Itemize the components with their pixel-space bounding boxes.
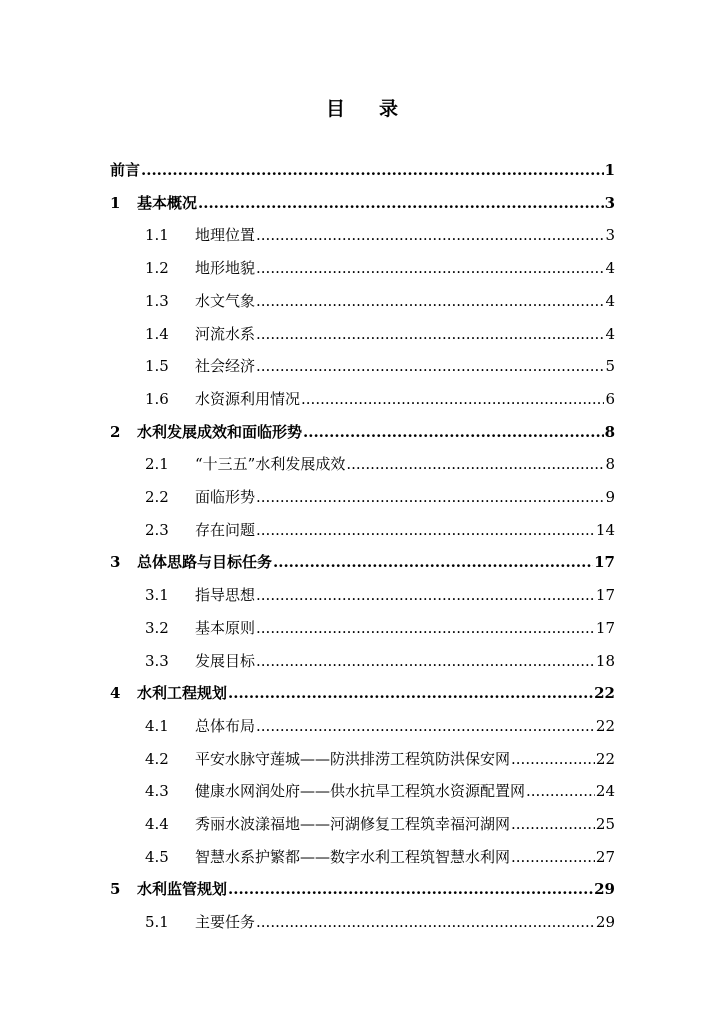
toc-entry-title: 地理位置: [195, 226, 256, 245]
toc-entry-title: 面临形势: [195, 488, 256, 506]
toc-entry-title: 主要任务: [195, 913, 256, 932]
toc-entry-number: 2.2: [145, 488, 169, 506]
toc-section-entry[interactable]: [145, 223, 615, 247]
toc-section-entry[interactable]: [145, 583, 615, 607]
toc-entry-number: 1.3: [145, 291, 169, 310]
page-title-right: 录: [379, 98, 399, 120]
toc-entry-page-number: 8: [605, 455, 615, 474]
toc-section-entry[interactable]: [145, 649, 615, 673]
toc-dot-leader: [511, 747, 595, 771]
toc-entry-number: 1.5: [145, 357, 169, 376]
toc-entry-title: 总体布局: [195, 716, 256, 735]
toc-entry-title: 指导思想: [195, 586, 256, 605]
toc-entry-title: 基本原则: [195, 618, 256, 637]
toc-entry-number: 1.4: [145, 324, 169, 343]
toc-section-entry[interactable]: [145, 485, 615, 509]
toc-section-entry[interactable]: [145, 779, 615, 803]
toc-section-entry[interactable]: [145, 845, 615, 869]
toc-entry-title: 水利监管规划: [137, 880, 228, 899]
toc-entry-title: 水资源利用情况: [195, 389, 301, 408]
toc-entry-title: 秀丽水波漾福地——河湖修复工程筑幸福河湖网: [195, 815, 511, 833]
toc-section-entry[interactable]: [145, 910, 615, 934]
toc-entry-page-number: 22: [594, 684, 615, 703]
toc-dot-leader: [256, 714, 595, 738]
toc-entry-page-number: 4: [605, 259, 615, 278]
toc-chapter-entry[interactable]: [110, 420, 615, 444]
toc-entry-number: 1.2: [145, 259, 169, 278]
toc-dot-leader: [256, 256, 604, 280]
toc-dot-leader: [256, 518, 595, 542]
toc-entry-page-number: 4: [605, 291, 615, 310]
toc-entry-page-number: 29: [595, 913, 615, 932]
toc-entry-title: 水利工程规划: [137, 684, 228, 703]
toc-entry-page-number: 3: [605, 226, 615, 245]
toc-entry-title: 存在问题: [195, 520, 256, 539]
toc-section-entry[interactable]: [145, 616, 615, 640]
toc-entry-title: 水利发展成效和面临形势: [137, 422, 303, 441]
toc-dot-leader: [256, 354, 604, 378]
toc-dot-leader: [141, 158, 604, 182]
toc-entry-title: 水文气象: [195, 291, 256, 310]
toc-dot-leader: [511, 845, 595, 869]
toc-entry-number: 3.2: [145, 618, 169, 637]
toc-section-entry[interactable]: [145, 256, 615, 280]
toc-entry-number: 5: [110, 880, 121, 899]
toc-dot-leader: [301, 387, 604, 411]
toc-chapter-entry[interactable]: [110, 877, 615, 901]
toc-entry-title: 平安水脉守莲城——防洪排涝工程筑防洪保安网: [195, 749, 511, 768]
toc-entry-number: 4.1: [145, 716, 169, 735]
toc-section-entry[interactable]: [145, 812, 615, 836]
toc-entry-page-number: 17: [594, 553, 615, 572]
toc-entry-title: 智慧水系护繁都——数字水利工程筑智慧水利网: [195, 847, 511, 866]
toc-entry-number: 4: [110, 684, 121, 703]
toc-section-entry[interactable]: [145, 354, 615, 378]
toc-dot-leader: [198, 191, 604, 215]
toc-entry-number: 2.3: [145, 520, 169, 539]
toc-entry-number: 5.1: [145, 913, 169, 932]
toc-entry-number: 4.4: [145, 815, 169, 833]
toc-dot-leader: [256, 583, 595, 607]
toc-dot-leader: [256, 910, 595, 934]
toc-chapter-entry[interactable]: [110, 550, 615, 574]
toc-entry-page-number: 8: [604, 422, 615, 441]
toc-entry-title: 发展目标: [195, 651, 256, 670]
toc-entry-number: 4.5: [145, 847, 169, 866]
toc-entry-page-number: 17: [595, 618, 615, 637]
toc-dot-leader: [526, 779, 595, 803]
toc-entry-page-number: 25: [595, 815, 615, 833]
toc-section-entry[interactable]: [145, 322, 615, 346]
toc-entry-page-number: 24: [595, 782, 615, 801]
toc-dot-leader: [256, 322, 604, 346]
toc-dot-leader: [256, 649, 595, 673]
toc-entry-page-number: 22: [595, 716, 615, 735]
toc-entry-title: “十三五”水利发展成效: [195, 455, 346, 474]
toc-entry-number: 1.6: [145, 389, 169, 408]
toc-section-entry[interactable]: [145, 518, 615, 542]
toc-entry-title: 地形地貌: [195, 259, 256, 278]
page-title: [0, 94, 724, 121]
toc-entry-number: 1.1: [145, 226, 169, 245]
toc-section-entry[interactable]: [145, 452, 615, 476]
toc-section-entry[interactable]: [145, 289, 615, 313]
toc-entry-page-number: 3: [604, 193, 615, 212]
toc-chapter-entry[interactable]: [110, 158, 615, 182]
toc-entry-number: 4.2: [145, 749, 169, 768]
toc-entry-page-number: 5: [605, 357, 615, 376]
toc-entry-number: 3: [110, 553, 121, 572]
toc-entry-page-number: 18: [595, 651, 615, 670]
toc-entry-page-number: 9: [605, 488, 615, 506]
toc-entry-page-number: 14: [595, 520, 615, 539]
toc-chapter-entry[interactable]: [110, 191, 615, 215]
toc-entry-page-number: 1: [604, 161, 615, 179]
toc-dot-leader: [256, 289, 604, 313]
toc-dot-leader: [256, 485, 604, 509]
toc-dot-leader: [273, 550, 593, 574]
toc-entry-title: 社会经济: [195, 357, 256, 376]
toc-chapter-entry[interactable]: [110, 681, 615, 705]
toc-entry-page-number: 22: [595, 749, 615, 768]
toc-entry-page-number: 17: [595, 586, 615, 605]
toc-dot-leader: [511, 812, 595, 836]
toc-entry-title: 河流水系: [195, 324, 256, 343]
toc-dot-leader: [256, 616, 595, 640]
toc-entry-number: 3.3: [145, 651, 169, 670]
toc-dot-leader: [228, 877, 593, 901]
toc-entry-page-number: 6: [605, 389, 615, 408]
toc-section-entry[interactable]: [145, 747, 615, 771]
toc-entry-number: 2.1: [145, 455, 169, 474]
toc-entry-title: 前言: [110, 161, 141, 179]
toc-dot-leader: [228, 681, 593, 705]
toc-entry-title: 基本概况: [137, 193, 198, 212]
toc-entry-page-number: 4: [605, 324, 615, 343]
toc-entry-number: 3.1: [145, 586, 169, 605]
toc-entry-number: 2: [110, 422, 121, 441]
toc-dot-leader: [256, 223, 604, 247]
toc-dot-leader: [346, 452, 604, 476]
toc-entry-title: 健康水网润处府——供水抗旱工程筑水资源配置网: [195, 782, 526, 801]
page-title-left: 目: [325, 98, 345, 120]
toc-entry-number: 1: [110, 193, 121, 212]
toc-dot-leader: [303, 420, 604, 444]
toc-section-entry[interactable]: [145, 714, 615, 738]
toc-entry-title: 总体思路与目标任务: [137, 553, 273, 572]
toc-entry-page-number: 29: [594, 880, 615, 899]
toc-entry-page-number: 27: [595, 847, 615, 866]
toc-entry-number: 4.3: [145, 782, 169, 801]
toc-section-entry[interactable]: [145, 387, 615, 411]
